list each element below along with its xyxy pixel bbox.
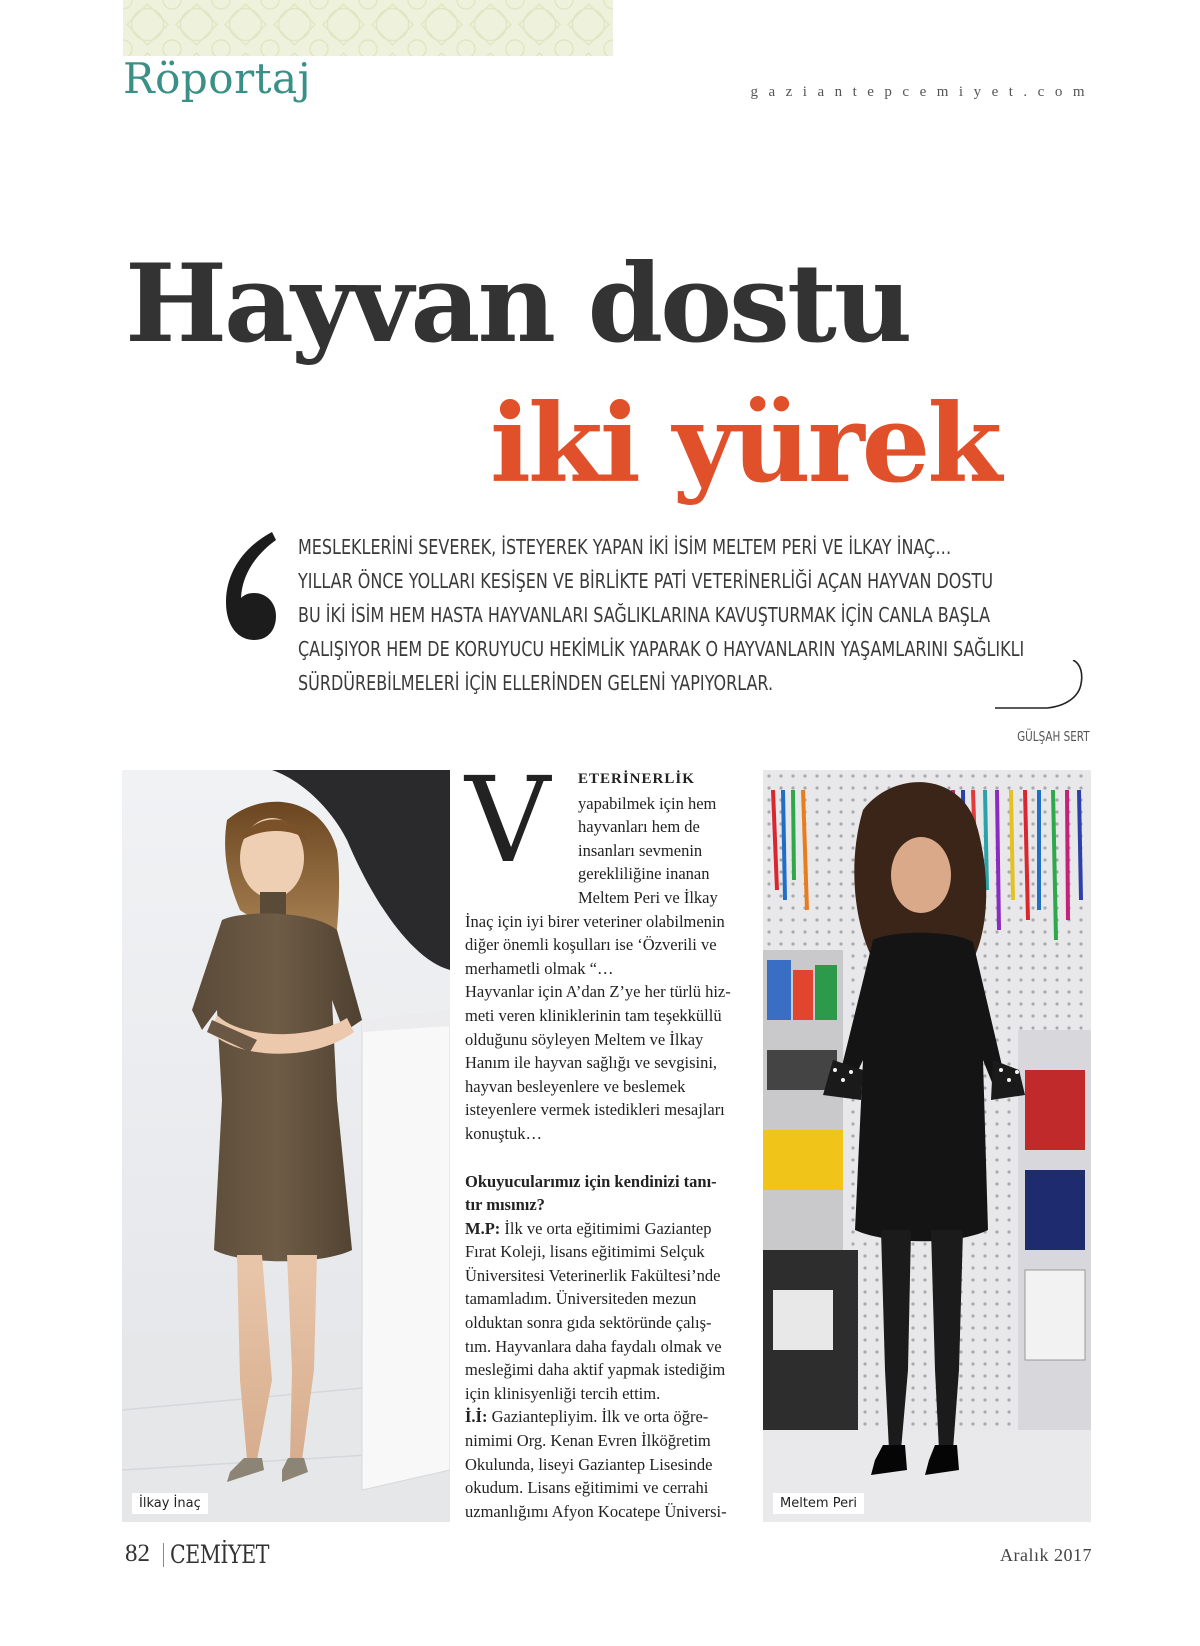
interview-question: Okuyucularımız için kendinizi tanı- [465, 1171, 717, 1191]
section-label: Röportaj [123, 54, 312, 103]
interview-question: tır mısınız? [465, 1195, 545, 1215]
page-number: 82 [125, 1540, 150, 1567]
article-line: uzmanlığımı Afyon Kocatepe Üniversi- [465, 1501, 727, 1521]
drop-cap: V [465, 751, 551, 889]
article-line: hayvanları hem de [578, 817, 700, 837]
lead-line: ÇALIŞIYOR HEM DE KORUYUCU HEKİMLİK YAPARAK O HAYVANLARIN YAŞAMLARINI SAĞLIKLI [298, 637, 1025, 661]
article-line: yapabilmek için hem [578, 793, 717, 813]
article-lead-word: ETERİNERLİK [578, 771, 695, 787]
article-line: tım. Hayvanlara daha faydalı olmak ve [465, 1336, 722, 1356]
author-byline: GÜLŞAH SERT [1017, 730, 1090, 745]
website-url: gaziantepcemiyet.com [750, 84, 1095, 100]
answer-ii-line: İ.İ: Gaziantepliyim. İlk ve orta öğre- [465, 1407, 709, 1427]
lead-line: YILLAR ÖNCE YOLLARI KESİŞEN VE BİRLİKTE PATİ VETERİNERLİĞİ AÇAN HAYVAN DOSTU [298, 569, 994, 593]
article-line: mesleğimi daha aktif yapmak istediğim [465, 1360, 726, 1380]
article-line: nimimi Org. Kenan Evren İlköğretim [465, 1431, 711, 1451]
article-line: Hanım ile hayvan sağlığı ve sevgisini, [465, 1053, 718, 1073]
article-line: Meltem Peri ve İlkay [578, 887, 718, 907]
header-pattern [123, 0, 613, 56]
article-body [465, 751, 747, 1523]
issue-date: Aralık 2017 [1000, 1545, 1092, 1565]
article-line: konuştuk… [465, 1123, 543, 1143]
answer-mp-line: M.P: İlk ve orta eğitimimi Gaziantep [465, 1218, 712, 1238]
lead-paragraph [298, 530, 1025, 700]
article-line: Hayvanlar için A’dan Z’ye her türlü hiz- [465, 982, 731, 1002]
article-line: olduktan sonra gıda sektöründe çalış- [465, 1313, 712, 1333]
photo-caption-left: İlkay İnaç [132, 1493, 208, 1514]
article-line: Fırat Koleji, lisans eğitimimi Selçuk [465, 1242, 705, 1262]
article-line: Okulunda, liseyi Gaziantep Lisesinde [465, 1454, 713, 1474]
lead-line: MESLEKLERİNİ SEVEREK, İSTEYEREK YAPAN İKİ İSİM MELTEM PERİ VE İLKAY İNAÇ… [298, 535, 952, 559]
quote-mark-icon [212, 526, 282, 646]
headline-line-2: iki yürek [490, 381, 1000, 507]
article-line: diğer önemli koşulları ise ‘Özverili ve [465, 935, 717, 955]
article-line: insanları sevmenin [578, 840, 703, 860]
headline-line-1: Hayvan dostu [125, 241, 910, 367]
article-line: olduğunu söyleyen Meltem ve İlkay [465, 1029, 704, 1049]
article-line: için klinisyenliği tercih ettim. [465, 1383, 661, 1403]
article-line: hayvan besleyenlere ve beslemek [465, 1076, 686, 1096]
speaker-ii: İ.İ: [465, 1407, 488, 1427]
article-line: gerekliliğine inanan [578, 864, 710, 884]
speaker-mp: M.P: [465, 1218, 501, 1238]
photo-caption-right: Meltem Peri [773, 1493, 864, 1514]
photo-ilkay-inac [122, 770, 450, 1522]
magazine-name: CEMİYET [170, 1540, 270, 1569]
footer-divider [163, 1543, 164, 1567]
article-line: Üniversitesi Veterinerlik Fakültesi’nde [465, 1265, 721, 1285]
lead-line: BU İKİ İSİM HEM HASTA HAYVANLARI SAĞLIKLARINA KAVUŞTURMAK İÇİN CANLA BAŞLA [298, 603, 991, 627]
article-line: İnaç için iyi birer veteriner olabilmenin [465, 911, 725, 931]
article-line: merhametli olmak “… [465, 958, 614, 978]
article-line: okudum. Lisans eğitimimi ve cerrahi [465, 1478, 709, 1498]
lead-line: SÜRDÜREBİLMELERİ İÇİN ELLERİNDEN GELENİ YAPIYORLAR. [298, 671, 774, 695]
article-line: meti veren kliniklerinin tam teşekküllü [465, 1005, 722, 1025]
quote-end-line [995, 660, 1095, 715]
article-line: tamamladım. Üniversiteden mezun [465, 1289, 697, 1309]
article-line: isteyenlere vermek istedikleri mesajları [465, 1100, 725, 1120]
photo-meltem-peri [763, 770, 1091, 1522]
